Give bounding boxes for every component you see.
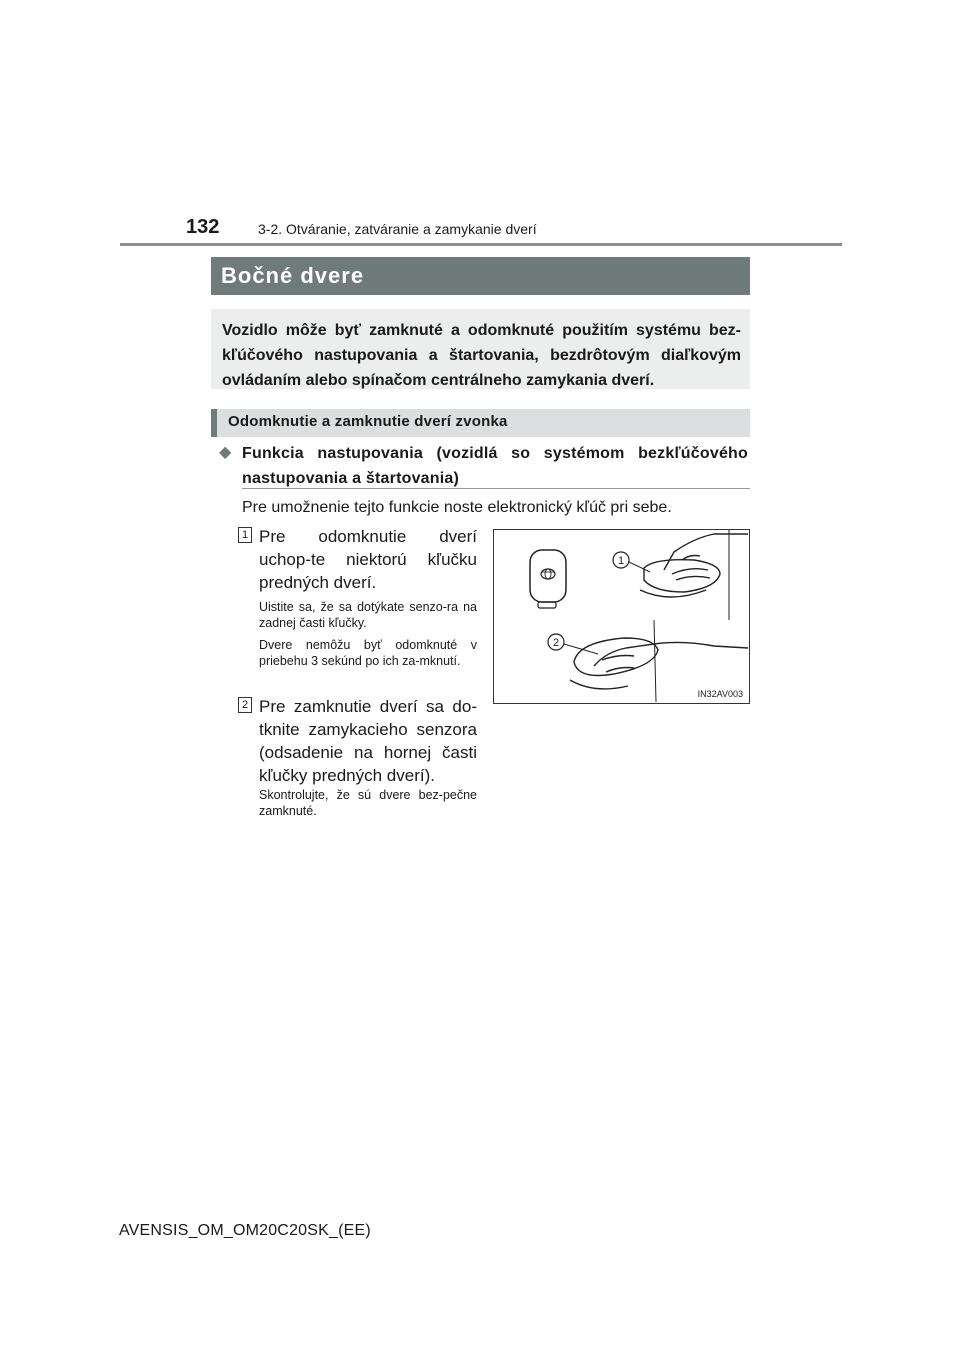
subsection-title: Odomknutie a zamknutie dverí zvonka [228, 413, 508, 430]
step-1-text: Pre odomknutie dverí uchop-te niektorú kľučku predných dverí. [259, 527, 477, 592]
callout-2 [548, 634, 598, 654]
step-1-note-2: Dvere nemôžu byť odomknuté v priebehu 3 sekúnd po ich za-mknutí. [259, 638, 477, 668]
step-1-note-1: Uistite sa, že sa dotýkate senzo-ra na zadnej časti kľučky. [259, 600, 477, 630]
callout-1 [613, 552, 650, 572]
footer-document-id: AVENSIS_OM_OM20C20SK_(EE) [119, 1222, 371, 1239]
door-handle-illustration [493, 529, 750, 704]
step-2-text: Pre zamknutie dverí sa do-tknite zamykacieho senzora (odsadenie na hornej časti kľučky predných dverí). [259, 697, 477, 785]
feature-description: Pre umožnenie tejto funkcie noste elektronický kľúč pri sebe. [242, 499, 672, 516]
diamond-bullet-icon: ◆ [219, 444, 232, 461]
callout-2-label: 2 [552, 637, 560, 649]
section-path: 3-2. Otváranie, zatváranie a zamykanie dverí [258, 221, 537, 237]
intro-box [211, 309, 750, 389]
step-2-note: Skontrolujte, že sú dvere bez-pečne zamknuté. [259, 788, 477, 818]
step-number-1: 1 [238, 527, 252, 543]
title-bar [211, 257, 750, 295]
illustration-drawing [494, 530, 749, 703]
electronic-key-icon [530, 550, 566, 608]
feature-rule [242, 488, 750, 489]
page-number: 132 [186, 216, 220, 238]
step-number-2: 2 [238, 697, 252, 713]
header-rule [120, 243, 842, 246]
intro-text: Vozidlo môže byť zamknuté a odomknuté použitím systému bez-kľúčového nastupovania a štartovania, bezdrôtovým diaľkovým ovládaním alebo spínačom centrálneho zamykania dverí. [222, 322, 741, 389]
illustration-code: IN32AV003 [697, 689, 743, 699]
subsection-bar [211, 409, 750, 437]
callout-1-label: 1 [617, 555, 625, 567]
page-title: Bočné dvere [221, 263, 365, 288]
feature-title: Funkcia nastupovania (vozidlá so systémom bezkľúčového nastupovania a štartovania) [242, 445, 748, 487]
upper-door-handle-icon [640, 530, 748, 620]
